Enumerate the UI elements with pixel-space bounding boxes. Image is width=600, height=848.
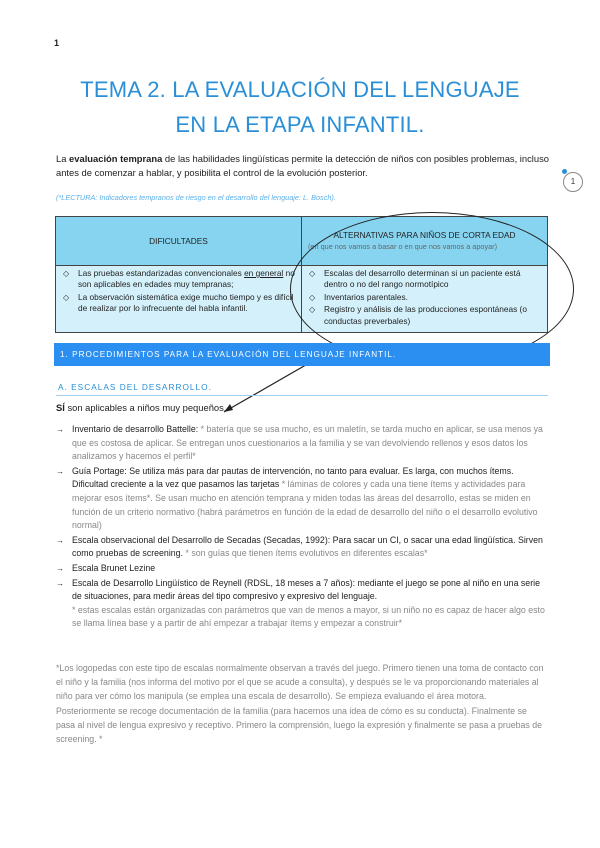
intro-post: de las habilidades lingüísticas permite la detección de niños con posibles problemas, incluso antes de comenzar a hablar, y posibilita el control de la evolución posterior.	[56, 153, 549, 178]
list-item: → Guía Portage: Se utiliza más para dar pautas de intervención, no tanto para evaluar. Es larga, con muchos ítems. Dificultad creciente a la vez que pasamos las tarjetas * láminas de colores y cada una tiene ítems y actividades para mejorar esos ítems*. Se usan mucho en atención temprana y miden todas las áreas del desarrollo, estas se miden en función de un criterio normativo (habrá parámetros en función de la edad de desarrollo del niño o el desarrollo evolutivo normal)	[56, 465, 538, 531]
underlined-text: en general	[244, 268, 284, 278]
intro-bold: evaluación temprana	[69, 153, 163, 164]
arrow-bullet-icon: →	[56, 578, 64, 588]
alternatives-title: ALTERNATIVAS PARA NIÑOS DE CORTA EDAD	[333, 230, 516, 240]
list-item: → Inventario de desarrollo Battelle: * batería que se usa mucho, es un maletín, se tarda mucho en aplicar, se usa menos ya que es costosa de aplicar. Se entregan unos cuestionarios a la familia y se van devolviendo rellenos y esos datos los analizamos y hacemos el perfil*	[56, 424, 543, 462]
list-item: ◇ Inventarios parentales.	[309, 291, 408, 302]
scales-list	[56, 423, 546, 632]
list-item: → Escala observacional del Desarrollo de Secadas (Secadas, 1992): Para sacar un CI, o sacar una edad lingüística. Sirven como pruebas de screening. * son guías que tienen ítems evolutivos en diferentes escalas*	[56, 534, 543, 559]
title-line-1: TEMA 2. LA EVALUACIÓN DEL LENGUAJE	[80, 77, 520, 102]
page-number: 1	[54, 38, 60, 48]
subsection-heading: A. ESCALAS DEL DESARROLLO.	[58, 382, 212, 392]
comment-badge[interactable]: 1	[563, 172, 583, 192]
applicable-statement: SÍ son aplicables a niños muy pequeños.	[56, 402, 227, 413]
alternatives-subtitle: (en que nos vamos a basar o en que nos vamos a apoyar)	[308, 242, 498, 251]
list-item: ◇ La observación sistemática exige mucho tiempo y es difícil de realizar por lo infrecuente del habla infantil.	[63, 291, 294, 314]
title-line-2: EN LA ETAPA INFANTIL.	[175, 112, 425, 137]
list-item: ◇ Registro y análisis de las producciones espontáneas (o conductas preverbales)	[309, 304, 527, 326]
diamond-bullet-icon: ◇	[63, 269, 70, 278]
closing-note: *Los logopedas con este tipo de escalas normalmente observan a través del juego. Primero tienen una toma de contacto con el niño y la familia (nos informa del motivo por el que se acude a consulta), y después se le va proporcionando materiales al niño para ver cómo los manipula (se emplea una escala de desarrollo). Se empieza evaluando el área motora. Posteriormente se recoge documentación de la familia (para hacernos una idea de cómo es su conducta). Finalmente se pasa al nivel de lengua expresivo y receptivo. Primero la comprensión, luego la expresión y finalmente se pasa a pruebas de screening. *	[56, 663, 544, 745]
list-item-note: * estas escalas están organizadas con parámetros que van de menos a mayor, si un niño no es capaz de hacer algo esto se llama línea base y a partir de ahí empezar a trabajar ítems y empezar a construir*	[72, 604, 545, 629]
diamond-bullet-icon: ◇	[309, 269, 316, 278]
list-item: ◇ Escalas del desarrollo determinan si un paciente está dentro o no del rango normotípico	[309, 268, 521, 290]
arrow-bullet-icon: →	[56, 535, 64, 545]
table-header-difficulties: DIFICULTADES	[56, 217, 302, 266]
diamond-bullet-icon: ◇	[63, 292, 70, 302]
section-heading-text: 1. PROCEDIMIENTOS PARA LA EVALUACIÓN DEL LENGUAJE INFANTIL.	[60, 350, 397, 359]
list-item: → Escala de Desarrollo Lingüístico de Reynell (RDSL, 18 meses a 7 años): mediante el juego se pone al niño en una serie de situaciones, para medir áreas del tipo compresivo y expresivo del lenguaje. * estas escalas están organizadas con parámetros que van de menos a mayor, si un niño no es capaz de hacer algo esto se llama línea base y a partir de ahí empezar a trabajar ítems y empezar a construir*	[56, 577, 546, 631]
section-heading-bar	[54, 343, 550, 366]
diamond-bullet-icon: ◇	[309, 305, 316, 315]
arrow-bullet-icon: →	[56, 425, 64, 434]
arrow-bullet-icon: →	[56, 563, 64, 573]
diamond-bullet-icon: ◇	[309, 292, 316, 302]
list-item: → Escala Brunet Lezine	[56, 562, 546, 576]
divider	[56, 395, 548, 396]
list-item: ◇ Las pruebas estandarizadas convencionales en general no son aplicables en edades muy tempranas;	[63, 268, 295, 290]
arrow-bullet-icon: →	[56, 466, 64, 476]
lectura-note: (*LECTURA: Indicadores tempranos de riesgo en el desarrollo del lenguaje: L. Bosch).	[56, 193, 336, 202]
intro-pre: La	[56, 153, 70, 164]
